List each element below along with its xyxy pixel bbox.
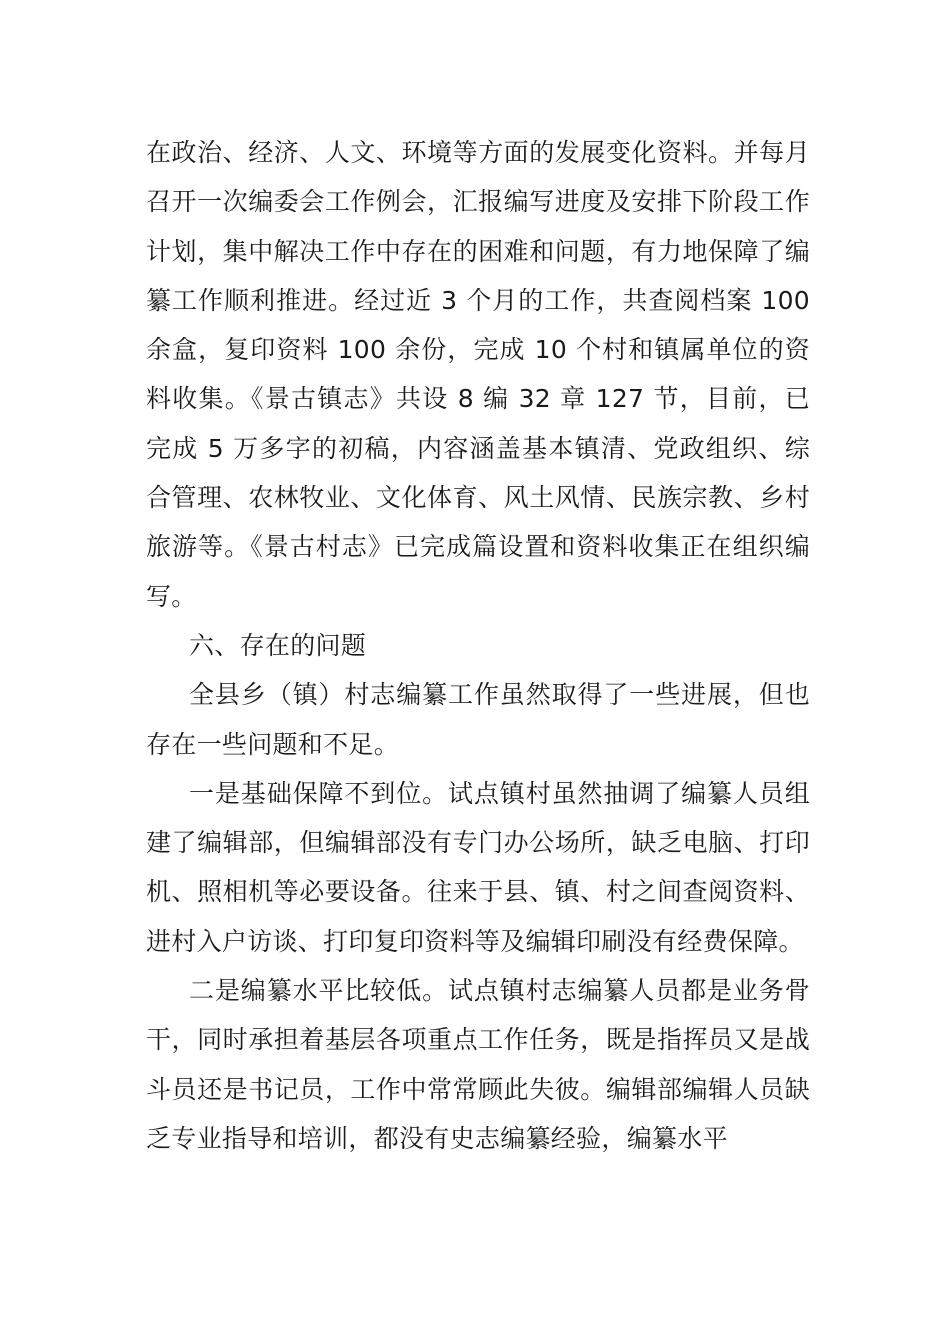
paragraph-continuation: 在政治、经济、人文、环境等方面的发展变化资料。并每月召开一次编委会工作例会，汇报编写进度及安排下阶段工作计划，集中解决工作中存在的困难和问题，有力地保障了编纂工作顺利推进。经过近 3 个月的工作，共查阅档案 100 余盒，复印资料 100 余份，完成 10 个村和镇属单位的资料收集。《景古镇志》共设 8 编 32 章 127 节，目前，已完成 5 万多字的初稿，内容涵盖基本镇清、党政组织、综合管理、农林牧业、文化体育、风土风情、民族宗教、乡村旅游等。《景古村志》已完成篇设置和资料收集正在组织编写。 [146,138,810,611]
section-heading-problems: 六、存在的问题 [189,630,367,660]
document-body [146,128,810,1163]
paragraph-issue-2: 二是编纂水平比较低。试点镇村志编纂人员都是业务骨干，同时承担着基层各项重点工作任务，既是指挥员又是战斗员还是书记员，工作中常常顾此失彼。编辑部编辑人员缺乏专业指导和培训，都没有史志编纂经验，编纂水平 [146,976,810,1153]
paragraph-issue-1: 一是基础保障不到位。试点镇村虽然抽调了编纂人员组建了编辑部，但编辑部没有专门办公场所，缺乏电脑、打印机、照相机等必要设备。往来于县、镇、村之间查阅资料、进村入户访谈、打印复印资料等及编辑印刷没有经费保障。 [146,778,810,956]
paragraph-overview: 全县乡（镇）村志编纂工作虽然取得了一些进展，但也存在一些问题和不足。 [146,680,810,759]
